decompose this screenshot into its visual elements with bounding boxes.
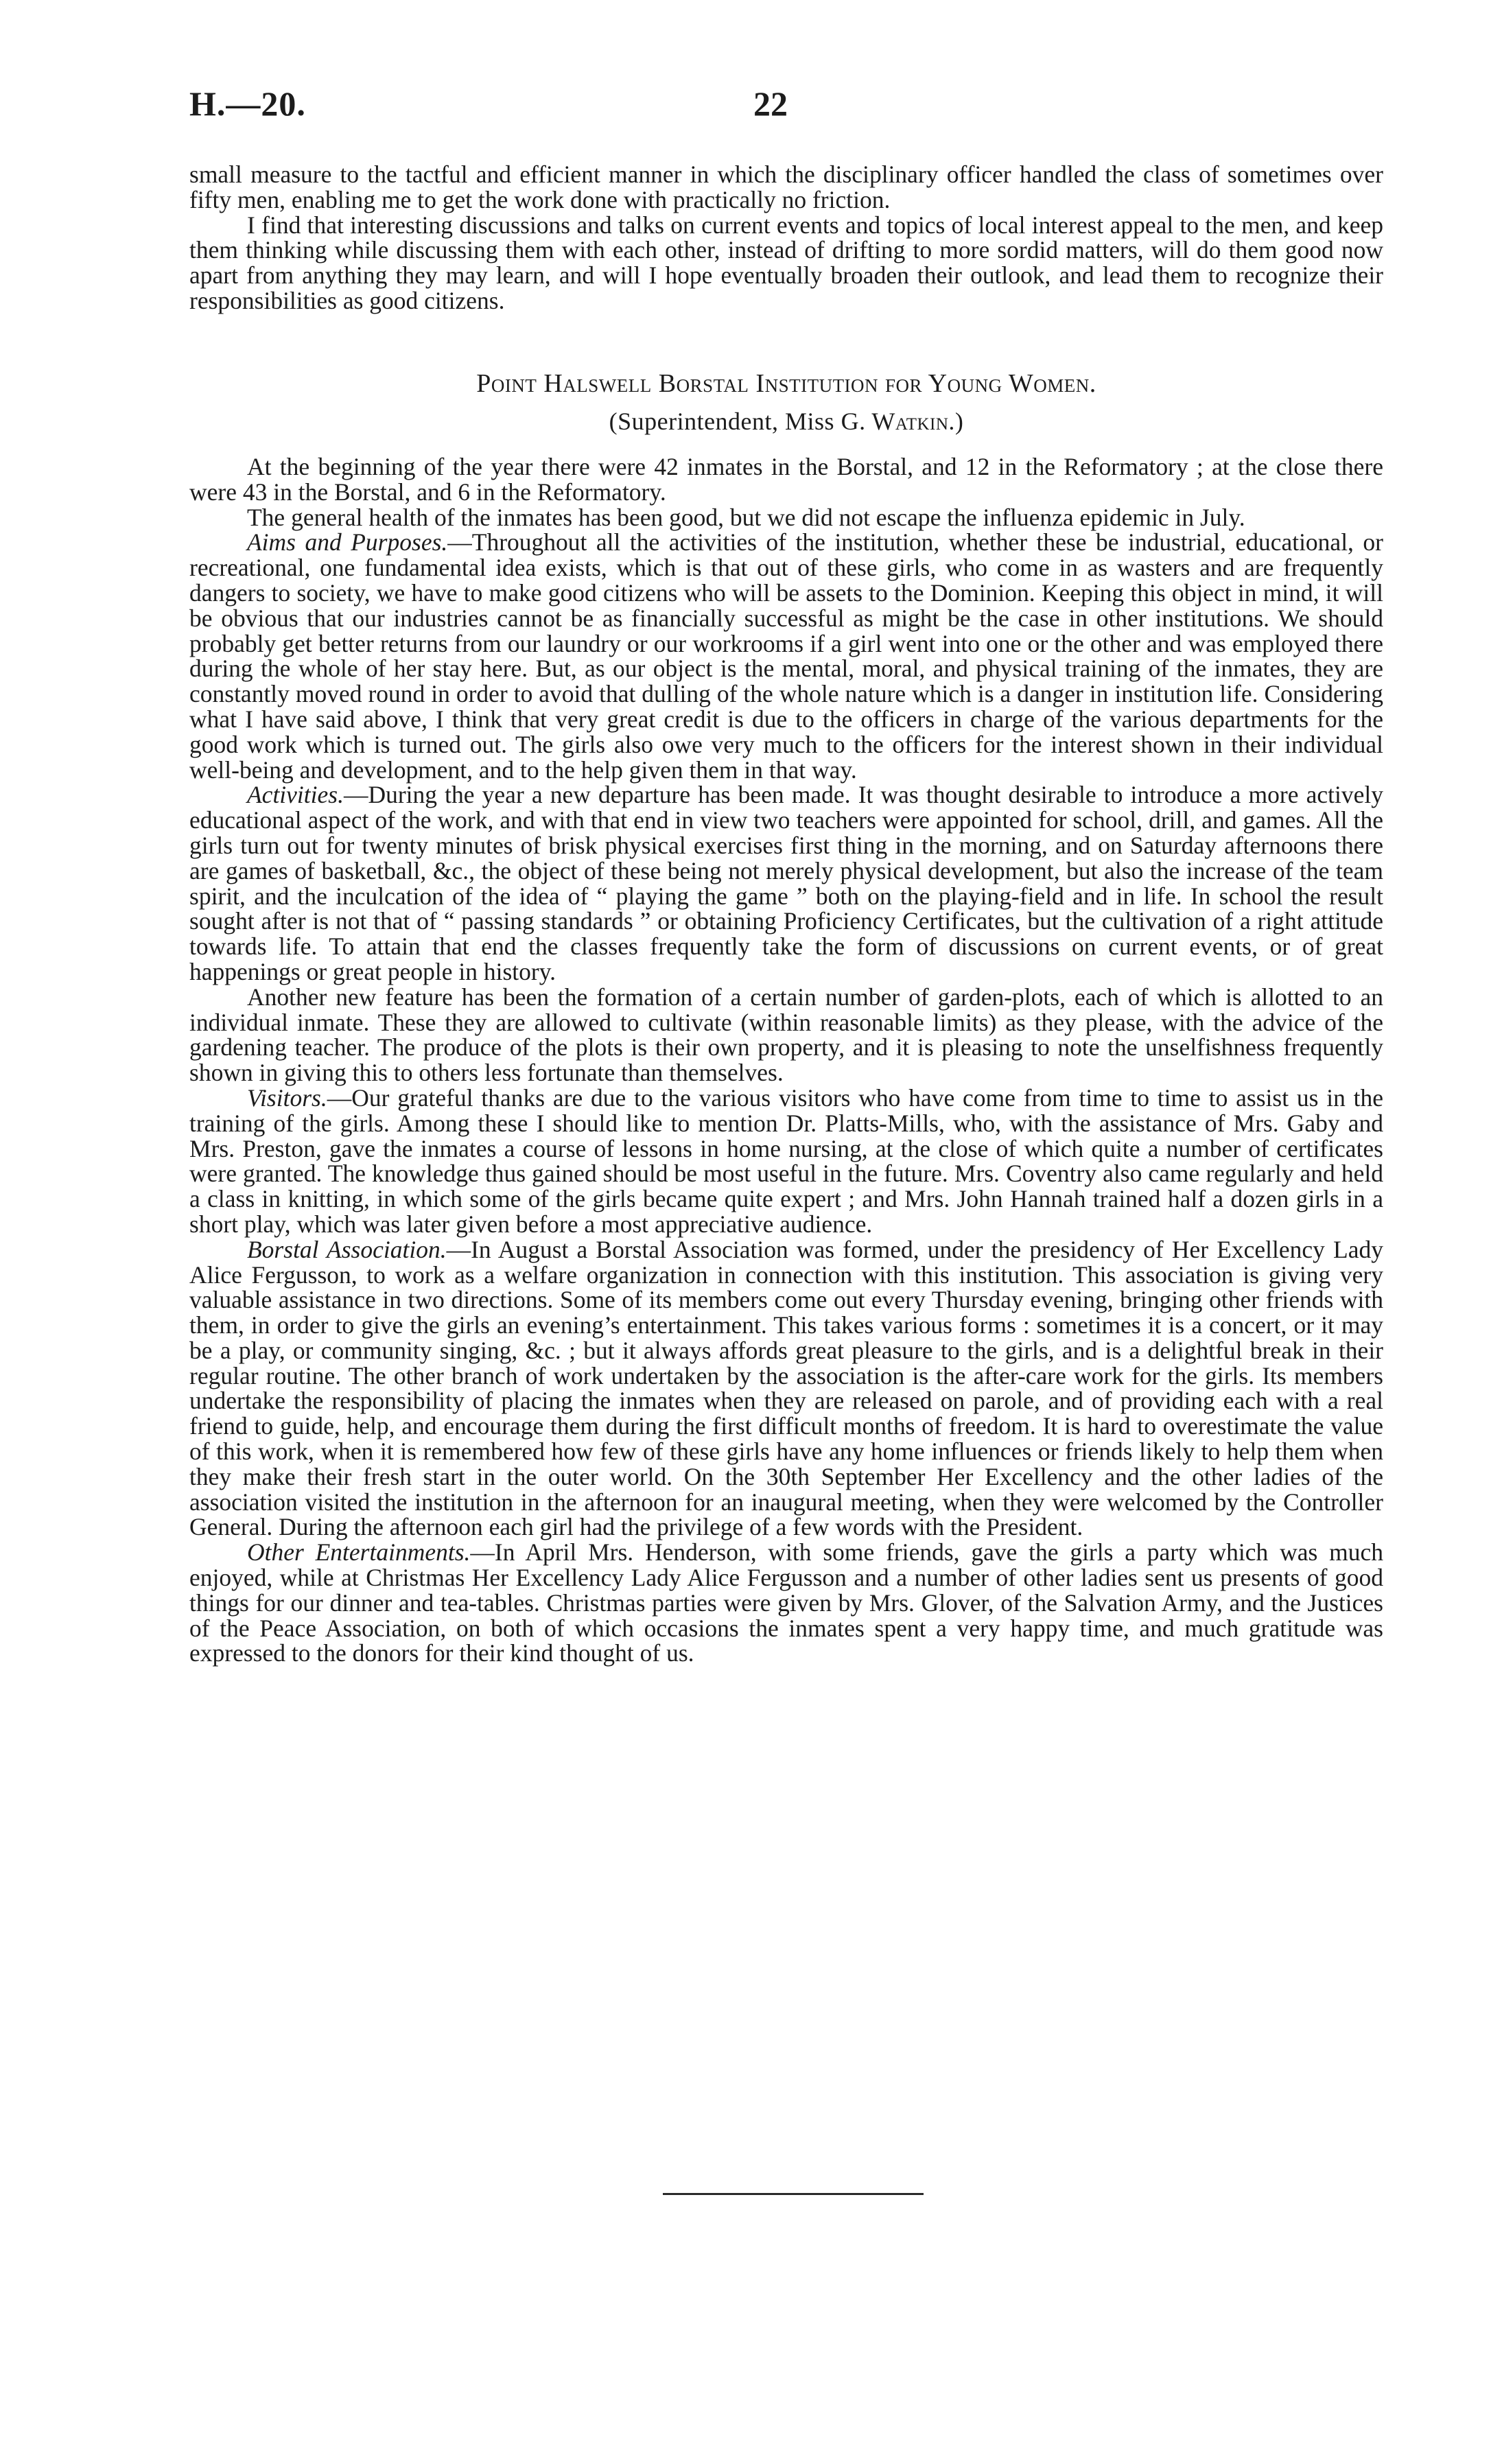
visitors-paragraph: [189, 1083, 1383, 1238]
page-reference: H.—20.: [189, 84, 306, 123]
report-body: [189, 454, 1383, 1666]
activities-paragraph: [189, 782, 1383, 984]
intro-paragraph-continued: small measure to the tactful and efficient manner in which the disciplinary officer handled the class of sometimes over fifty men, enabling me to get the work done with practically no friction.: [189, 161, 1383, 213]
page-number: 22: [753, 84, 788, 123]
intro-paragraph: I find that interesting discussions and talks on current events and topics of local interest appeal to the men, and keep them thinking while discussing them with each other, instead of drifting to more sordid matters, will do them good now apart from anything they may learn, and will I hope eventually broaden their outlook, and lead them to recognize their responsibilities as good citizens.: [189, 211, 1383, 314]
health-paragraph: The general health of the inmates has been good, but we did not escape the influenza epidemic in July.: [247, 503, 1245, 531]
borstal-association-paragraph: [189, 1237, 1383, 1540]
activities-text: —During the year a new departure has been made. It was thought desirable to introduce a more actively educational aspect of the work, and with that end in view two teachers were appointed for school, drill, and games. All the girls turn out for twenty minutes of brisk physical exercises first thing in the morning, and on Saturday afternoons there are games of basketball, &c., the object of these being not merely physical development, but also the increase of the team spirit, and the inculcation of the idea of “ playing the game ” both on the playing-field and in life. In school the result sought after is not that of “ passing standards ” or obtaining Proficiency Certificates, but the cultivation of a right attitude towards life. To attain that end the classes frequently take the form of discussions on current events, or of great happenings or great people in history.: [189, 781, 1383, 985]
superintendent-name: G. Watkin.: [841, 408, 955, 435]
subtitle-prefix: (Superintendent, Miss: [609, 408, 841, 435]
visitors-text: —Our grateful thanks are due to the various visitors who have come from time to time to assist us in the training of the girls. Among these I should like to mention Dr. Platts-Mills, who, with the assistance of Mrs. Gaby and Mrs. Preston, gave the inmates a course of lessons in home nursing, at the close of which quite a number of certificates were granted. The knowledge thus gained should be most useful in the future. Mrs. Coventry also came regularly and held a class in knitting, in which some of the girls became quite expert ; and Mrs. John Hannah trained half a dozen girls in a short play, which was later given before a most appreciative audience.: [189, 1083, 1383, 1238]
garden-paragraph: Another new feature has been the formation of a certain number of garden-plots, each of which is allotted to an individual inmate. These they are allowed to cultivate (within reasonable limits) as they please, with the advice of the gardening teacher. The produce of the plots is their own property, and it is pleasing to note the unselfishness frequently shown in giving this to others less fortunate than themselves.: [189, 983, 1383, 1087]
activities-heading: Activities.: [247, 781, 344, 809]
section-title: Point Halswell Borstal Institution for Young Women.: [476, 369, 1096, 398]
borstal-association-text: —In August a Borstal Association was formed, under the presidency of Her Excellency Lady Alice Fergusson, to work as a welfare organization in connection with this institution. This association is giving very valuable assistance in two directions. Some of its members come out every Thursday evening, bringing other friends with them, in order to give the girls an evening’s entertainment. This takes various forms : sometimes it is a concert, or it may be a play, or community singing, &c. ; but it always affords great pleasure to the girls, and is a delightful break in their regular routine. The other branch of work undertaken by the association is the after-care work for the girls. Its members undertake the responsibility of placing the inmates when they are released on parole, and of providing each with a real friend to guide, help, and encourage them during the first difficult months of freedom. It is hard to overestimate the value of this work, when it is remembered how few of these girls have any home influences or friends likely to help them when they make their fresh start in the outer world. On the 30th September Her Excellency and the other ladies of the association visited the institution in the afternoon for an inaugural meeting, when they were welcomed by the Controller General. During the afternoon each girl had the privilege of a few words with the President.: [189, 1235, 1384, 1541]
aims-paragraph: [189, 530, 1383, 782]
aims-heading: Aims and Purposes.: [247, 528, 448, 556]
aims-text: —Throughout all the activities of the institution, whether these be industrial, educational, or recreational, one fundamental idea exists, which is that out of these girls, who come in as wasters and are frequently dangers to society, we have to make good citizens who will be assets to the Dominion. Keeping this object in mind, it will be obvious that our industries cannot be as financially successful as might be the case in other institutions. We should probably get better returns from our laundry or our workrooms if a girl went into one or the other and was employed there during the whole of her stay here. But, as our object is the mental, moral, and physical training of the inmates, they are constantly moved round in order to avoid that dulling of the whole nature which is a danger in institution life. Considering what I have said above, I think that very great credit is due to the officers in charge of the various departments for the good work which is turned out. The girls also owe very much to the officers for the interest shown in their individual well-being and development, and to the help given them in that way.: [189, 528, 1383, 784]
section-subtitle: [189, 407, 1383, 436]
inmates-paragraph: At the beginning of the year there were 42 inmates in the Borstal, and 12 in the Reformatory ; at the close there were 43 in the Borstal, and 6 in the Reformatory.: [189, 453, 1383, 506]
closing-divider: [663, 2193, 924, 2195]
visitors-heading: Visitors.: [247, 1083, 327, 1112]
subtitle-suffix: ): [954, 408, 964, 435]
other-entertainments-heading: Other Entertainments.: [247, 1538, 471, 1567]
other-entertainments-text: —In April Mrs. Henderson, with some friends, gave the girls a party which was much enjoyed, while at Christmas Her Excellency Lady Alice Fergusson and a number of other ladies sent us presents of good things for our dinner and tea-tables. Christmas parties were given by Mrs. Glover, of the Salvation Army, and the Justices of the Peace Association, on both of which occasions the inmates spent a very happy time, and much gratitude was expressed to the donors for their kind thought of us.: [189, 1538, 1383, 1667]
borstal-association-heading: Borstal Association.: [247, 1235, 447, 1263]
other-entertainments-paragraph: [189, 1540, 1383, 1666]
intro-text: [189, 162, 1383, 314]
